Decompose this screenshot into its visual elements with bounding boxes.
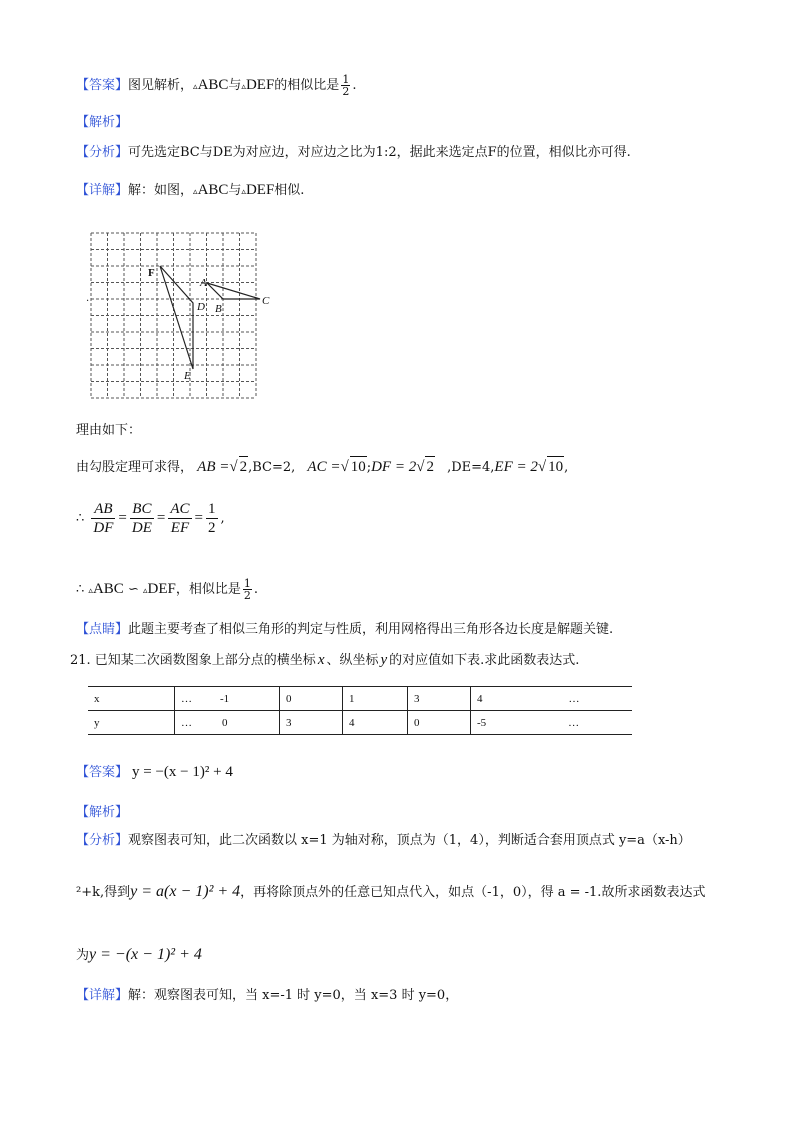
similar-line: ∴ ▵ABC ∽ ▵DEF，相似比是 $\frac{1}{2}$ .	[76, 577, 259, 602]
detail-line-2: 【详解】解：观察图表可知，当 x=-1 时 y=0，当 x=3 时 y=0，	[76, 988, 459, 1003]
detail-line-1: 【详解】解：如图，▵ABC与▵DEF相似.	[76, 182, 305, 198]
stray-dot: .	[86, 293, 90, 304]
table-row: x … -1 0 1 3 4 …	[88, 687, 632, 711]
reason-line: 理由如下：	[76, 423, 142, 438]
analysis-line-2c: 为y = −(x − 1)² + 4	[76, 946, 202, 963]
analysis-line-1: 【分析】可先选定BC与DE为对应边，对应边之比为1:2，据此来选定点F的位置，相似比亦可得.	[76, 145, 631, 160]
answer-tag: 【答案】	[76, 78, 129, 93]
label-F: F	[148, 267, 155, 279]
label-E: E	[184, 370, 191, 382]
analysis-heading-1: 【解析】	[76, 115, 129, 130]
label-C: C	[262, 295, 270, 307]
analysis-line-2b: ²+k,得到y = a(x − 1)² + 4，再将除顶点外的任意已知点代入，如点（-1，0），得 a = -1.故所求函数表达式	[76, 883, 706, 900]
analysis-heading-2: 【解析】	[76, 805, 129, 820]
triangle-def	[160, 266, 193, 369]
question-21: 21. 已知某二次函数图象上部分点的横坐标 x 、纵坐标 y 的对应值如下表.求此函数表达式.	[70, 652, 580, 668]
label-B: B	[215, 303, 222, 315]
table-row: y … 0 3 4 0 -5 …	[88, 711, 632, 735]
triangle-abc	[207, 283, 260, 299]
label-D: D	[197, 301, 205, 313]
similarity-ratio-fraction: $\frac{1}{2}$	[342, 73, 350, 98]
triangle-grid-figure	[86, 228, 270, 403]
xy-value-table	[88, 686, 632, 735]
answer-line-2: 【答案】 y = −(x − 1)² + 4	[76, 764, 233, 780]
label-A: A	[200, 277, 207, 289]
answer-line-1: 【答案】图见解析，▵ABC与▵DEF的相似比是 $\frac{1}{2}$ .	[76, 73, 357, 98]
key-point-line: 【点睛】此题主要考查了相似三角形的判定与性质，利用网格得出三角形各边长度是解题关键.	[76, 622, 614, 637]
pythagoras-line: 由勾股定理可求得， AB =√ 2,BC=2, AC =√ 10;DF = 2√ 2 ,DE=4,EF = 2√ 10,	[76, 456, 568, 478]
ratio-line: ∴ $\frac{AB}{DF}$ = $\frac{BC}{DE}$ = $\frac{AC}{EF}$ = $\frac{1}{2}$ ,	[76, 501, 225, 536]
analysis-line-2a: 【分析】观察图表可知，此二次函数以 x=1 为轴对称，顶点为（1，4），判断适合套用顶点式 y=a（x-h）	[76, 833, 691, 848]
